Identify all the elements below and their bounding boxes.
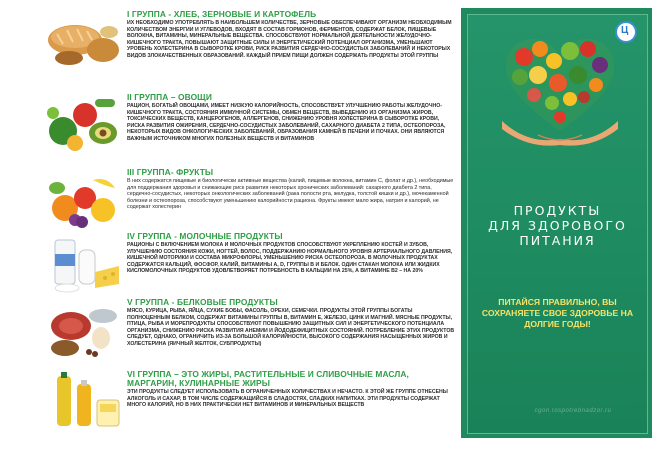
group-5-title: V ГРУППА - БЕЛКОВЫЕ ПРОДУКТЫ: [127, 297, 278, 307]
group-3-text: В них содержатся пищевые и биологически активные вещества (калий, пищевые волокна, витамин С, фолат и др.), необходимые для поддержания здоровья и снижающие риск развития некоторых хронических заболеваний: сахарного диабета 2 типа, сердечно-сосудистых, некоторых онкологических заболеваний (рака полости рта, желудка, толстой кишки и др.), мочекаменной болезни и остеопороза, способствуют уменьшению калорийности рациона. Фрукты имеют мало жира, натрия и калорий, не содержат холестерин: [127, 178, 454, 211]
hands-illustration: [498, 115, 622, 149]
fruits-illustration: [45, 168, 125, 230]
bread-illustration: [45, 10, 125, 72]
dairy-illustration: [45, 232, 125, 294]
rospotrebnadzor-logo: Ц: [615, 21, 637, 43]
poster-slogan: ПИТАЙСЯ ПРАВИЛЬНО, ВЫ СОХРАНЯЕТЕ СВОЕ ЗДОРОВЬЕ НА ДОЛГИЕ ГОДЫ!: [481, 297, 634, 329]
group-4-text: РАЦИОНЫ С ВКЛЮЧЕНИЕМ МОЛОКА И МОЛОЧНЫХ ПРОДУКТОВ СПОСОБСТВУЮТ УКРЕПЛЕНИЮ КОСТЕЙ И ЗУБОВ, УЛУЧШЕНИЮ СОСТОЯНИЯ КОЖИ, НОГТЕЙ, ВОЛОС, ПОДДЕРЖАНИЮ НОРМАЛЬНОГО УРОВНЯ АРТЕРИАЛЬНОГО ДАВЛЕНИЯ, КИШЕЧНОЙ МОТОРИКИ И СОСТАВА МИКРОФЛОРЫ, УМЕНЬШЕНИЮ РИСКА ОСТЕОПОРОЗА. В МОЛОЧНЫХ ПРОДУКТАХ СОДЕРЖАТСЯ КАЛЬЦИЙ, ФОСФОР, КАЛИЙ, ВИТАМИНЫ А, D, ГРУППЫ В И БЕЛОК. ОДИН СТАКАН МОЛОКА ИЛИ ЖИДКИХ КИСЛОМОЛОЧНЫХ ПРОДУКТОВ УДОВЛЕТВОРЯЕТ ПОТРЕБНОСТЬ В КАЛЬЦИИ НА 25%, А ВИТАМИНЕ В2 – НА 20%: [127, 242, 453, 274]
group-1-text: ИХ НЕОБХОДИМО УПОТРЕБЛЯТЬ В НАИБОЛЬШЕМ КОЛИЧЕСТВЕ, ЗЕРНОВЫЕ ОБЕСПЕЧИВАЮТ ОРГАНИЗМ НЕОБХОДИМЫМ КОЛИЧЕСТВОМ ЭНЕРГИИ И УГЛЕВОДОВ, ВХОДЯТ В СОСТАВ ГОРМОНОВ, ФЕРМЕНТОВ, СОДЕРЖАТ БЕЛОК, ПИЩЕВЫЕ ВОЛОКНА, ВИТАМИНЫ, МИНЕРАЛЬНЫЕ ВЕЩЕСТВА. СПОСОБСТВУЮТ НОРМАЛЬНОЙ ДЕЯТЕЛЬНОСТИ ЖЕЛУДОЧНО-КИШЕЧНОГО ТРАКТА, ПОВЫШАЮТ ЗАЩИТНЫЕ СИЛЫ И ЭНЕРГЕТИЧЕСКИЙ ПОТЕНЦИАЛ ОРГАНИЗМА, УМЕНЬШАЮТ УРОВЕНЬ ХОЛЕСТЕРИНА В СЫВОРОТКЕ КРОВИ, РИСК РАЗВИТИЯ СЕРДЕЧНО-СОСУДИСТЫХ ЗАБОЛЕВАНИЙ И НЕКОТОРЫХ ВИДОВ ЗЛОКАЧЕСТВЕННЫХ ОБРАЗОВАНИЙ. КАЖДЫЙ ПРИЕМ ПИЩИ ДОЛЖЕН СОДЕРЖАТЬ ПРОДУКТЫ ЭТОЙ ГРУППЫ: [127, 20, 452, 59]
watermark: cgon.rospotrebnadzor.ru: [534, 408, 612, 414]
food-groups-panel: [45, 8, 457, 438]
group-2-title: II ГРУППА – ОВОЩИ: [127, 92, 212, 102]
vegetables-illustration: [45, 93, 125, 155]
group-4-title: IV ГРУППА - МОЛОЧНЫЕ ПРОДУКТЫ: [127, 231, 283, 241]
poster-title-line-3: ПИТАНИЯ: [519, 233, 596, 248]
poster-title-line-1: ПРОДУКТЫ: [513, 203, 602, 218]
group-3-title: III ГРУППА- ФРУКТЫ: [127, 167, 214, 177]
poster-panel: [461, 8, 652, 438]
group-6-text: ЭТИ ПРОДУКТЫ СЛЕДУЕТ ИСПОЛЬЗОВАТЬ В ОГРАНИЧЕННЫХ КОЛИЧЕСТВАХ И НЕЧАСТО. К ЭТОЙ ЖЕ ГРУППЕ ОТНЕСЕНЫ АЛКОГОЛЬ И САХАР, В ТОМ ЧИСЛЕ СОДЕРЖАЩИЙСЯ В СЛАДОСТЯХ, СЛАДКИХ НАПИТКАХ. ЭТИ ПРОДУКТЫ СОДЕРЖАТ МНОГО КАЛОРИЙ, НО В НИХ ПРАКТИЧЕСКИ НЕТ ВИТАМИНОВ И МИНЕРАЛЬНЫХ ВЕЩЕСТВ: [127, 389, 448, 408]
poster-title: [468, 203, 647, 248]
group-5-text: МЯСО, КУРИЦА, РЫБА, ЯЙЦА, СУХИЕ БОБЫ, ФАСОЛЬ, ОРЕХИ, СЕМЕЧКИ. ПРОДУКТЫ ЭТОЙ ГРУППЫ БОГАТЫ ПОЛНОЦЕННЫМ БЕЛКОМ, СОДЕРЖАТ ВИТАМИНЫ ГРУППЫ В, ВИТАМИН Е, ЖЕЛЕЗО, ЦИНК И МАГНИЙ. МЯСНЫЕ ПРОДУКТЫ, ПТИЦА, РЫБА И МОРЕПРОДУКТЫ СПОСОБСТВУЮТ ПОВЫШЕНИЮ ЗАЩИТНЫХ СИЛ И ЭНЕРГЕТИЧЕСКОГО ПОТЕНЦИАЛА ОРГАНИЗМА, СНИЖЕНИЮ РИСКА РАЗВИТИЯ АНЕМИИ И ЙОДОДЕФИЦИТНЫХ СОСТОЯНИЙ. ПОТРЕБЛЕНИЕ ЭТИХ ПРОДУКТОВ СЛЕДУЕТ, ОДНАКО, ОГРАНИЧИТЬ ИЗ-ЗА БОЛЬШОЙ КАЛОРИЙНОСТИ, ВЫСОКОГО СОДЕРЖАНИЯ НАСЫЩЕННЫХ ЖИРОВ И ХОЛЕСТЕРИНА (ЯИЧНЫЙ ЖЕЛТОК, СУБПРОДУКТЫ): [127, 308, 455, 347]
group-2-text: РАЦИОН, БОГАТЫЙ ОВОЩАМИ, ИМЕЕТ НИЗКУЮ КАЛОРИЙНОСТЬ, СПОСОБСТВУЕТ УЛУЧШЕНИЮ РАБОТЫ ЖЕЛУДОЧНО-КИШЕЧНОГО ТРАКТА, СОСТОЯНИЯ ИММУННОЙ СИСТЕМЫ, ОБМЕН ВЕЩЕСТВ, ВЫВЕДЕНИЮ ИЗ ОРГАНИЗМА ЖИРОВ, ТОКСИЧЕСКИХ ВЕЩЕСТВ, КАНЦЕРОГЕНОВ, АЛЛЕРГЕНОВ, СНИЖЕНИЮ УРОВНЯ ХОЛЕСТЕРИНА В СЫВОРОТКЕ КРОВИ, РИСКА РАЗВИТИЯ ОЖИРЕНИЯ, СЕРДЕЧНО-СОСУДИСТЫХ ЗАБОЛЕВАНИЙ, САХАРНОГО ДИАБЕТА 2 ТИПА, ОСТЕОПОРОЗА, НЕКОТОРЫХ ВИДОВ ОНКОЛОГИЧЕСКИХ ЗАБОЛЕВАНИЙ, ОБРАЗОВАНИЯ КАМНЕЙ В ПЕЧЕНИ И ПОЧКАХ. ОНИ ЯВЛЯЮТСЯ ВАЖНЫМ ИСТОЧНИКОМ МНОГИХ ПОЛЕЗНЫХ ВЕЩЕСТВ И ВИТАМИНОВ: [127, 103, 446, 142]
oils-illustration: [45, 370, 125, 432]
group-6-title: VI ГРУППА – ЭТО ЖИРЫ, РАСТИТЕЛЬНЫЕ И СЛИВОЧНЫЕ МАСЛА, МАРГАРИН, КУЛИНАРНЫЕ ЖИРЫ: [127, 369, 409, 388]
protein-illustration: [45, 298, 125, 360]
poster-title-line-2: ДЛЯ ЗДОРОВОГО: [488, 218, 627, 233]
group-1-title: I ГРУППА - ХЛЕБ, ЗЕРНОВЫЕ И КАРТОФЕЛЬ: [127, 9, 317, 19]
